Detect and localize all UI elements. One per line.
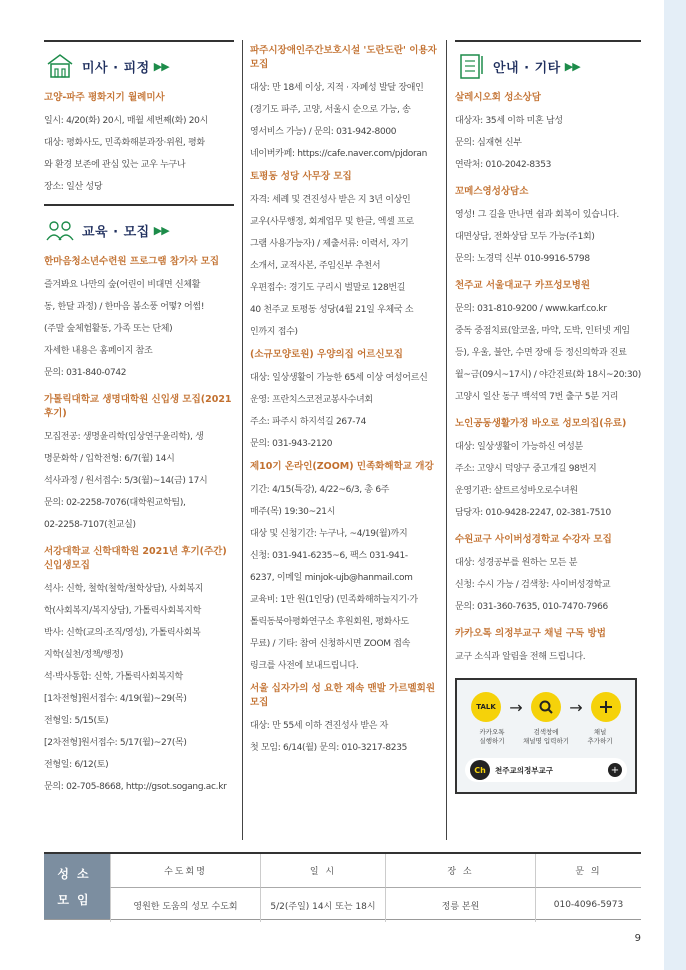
item-title: 수원교구 사이버성경학교 수강자 모집 xyxy=(455,534,612,545)
table-cell: 정릉 본원 xyxy=(385,888,535,922)
kakaotalk-icon: TALK xyxy=(471,692,501,722)
item-title: 서울 십자가의 성 요한 재속 맨발 가르멜회원 모집 xyxy=(250,683,436,708)
list-item xyxy=(44,393,234,536)
item-body: 일시: 4/20(화) 20시, 매월 세번째(화) 20시 대상: 평화사도, 민족화해분과장·위원, 평화 와 환경 보존에 관심 있는 교우 누구나 장소: 일산 성당 xyxy=(44,116,208,192)
channel-name: 천주교의정부교구 xyxy=(495,765,553,775)
table-cell: 010-4096-5973 xyxy=(535,888,641,922)
column-divider xyxy=(446,40,447,840)
list-item xyxy=(44,255,234,384)
item-body: 대상: 성경공부를 원하는 모든 분 신청: 수시 가능 / 검색창: 사이버성경학교 문의: 031-360-7635, 010-7470-7966 xyxy=(455,558,611,612)
list-item xyxy=(455,91,641,176)
list-item xyxy=(250,44,438,165)
list-item xyxy=(250,348,438,455)
section-title: 미사 · 피정 xyxy=(82,60,150,76)
column-header: 장 소 xyxy=(385,854,535,888)
column-right xyxy=(455,40,641,794)
page-number: 9 xyxy=(634,933,641,944)
arrow-right-icon: → xyxy=(509,697,523,717)
vocation-meeting-table xyxy=(44,852,641,920)
item-body: 석사: 신학, 철학(철학/철학상담), 사회복지 학(사회복지/복지상담), 가톨릭사회복지학 박사: 신학(교의·조직/영성), 가톨릭사회복 지학(실천/정책/행정) 석·박사통합: 신학, 가톨릭사회복지학 [1차전형]원서접수: 4/19(월)~29(목) 전형일: 5/15(토) [2차전형]원서접수: 5/17(월)~27(목) 전형일: 6/12(토) 문의: 02-705-8668, http://gsot.sogang.ac.kr xyxy=(44,584,227,792)
table-cell: 5/2(주일) 14시 또는 18시 xyxy=(260,888,385,922)
item-title: 살레시오회 성소상담 xyxy=(455,92,541,103)
list-item xyxy=(455,627,641,668)
item-body: 대상: 만 18세 이상, 지적 · 자폐성 발달 장애인 (경기도 파주, 고양, 서울시 순으로 가능, 송 영서비스 가능) / 문의: 031-942-8000 네이버카페: https://cafe.naver.com/pjdoran xyxy=(250,83,427,159)
channel-logo-icon: Ch xyxy=(470,760,490,780)
arrows-icon: ▶▶ xyxy=(564,59,580,73)
arrows-icon: ▶▶ xyxy=(153,59,169,73)
item-title: 천주교 서울대교구 카프성모병원 xyxy=(455,280,591,291)
item-body: 대상: 만 55세 이하 견진성사 받은 자 첫 모임: 6/14(월) 문의: 010-3217-8235 xyxy=(250,721,408,753)
section-header-mass xyxy=(44,40,234,82)
arrow-right-icon: → xyxy=(569,697,583,717)
list-item xyxy=(455,533,641,618)
column-header: 문 의 xyxy=(535,854,641,888)
church-icon xyxy=(44,52,76,80)
channel-bar[interactable] xyxy=(465,758,627,782)
add-channel-icon[interactable]: + xyxy=(608,763,622,777)
item-title: 가톨릭대학교 생명대학원 신입생 모집(2021 후기) xyxy=(44,394,232,419)
item-body: 기간: 4/15(특강), 4/22~6/3, 총 6주 매주(목) 19:30~21시 대상 및 신청기간: 누구나, ~4/19(월)까지 신청: 031-941-6235~6, 팩스 031-941- 6237, 이메일 minjok-ujb@hanmail.com 교육비: 1만 원(1인당) (민족화해하늘지기·가 톨릭동북아평화연구소 후원회원, 평화사도 무료) / 기타: 참여 신청하시면 ZOOM 접속 링크를 사전에 보내드립니다. xyxy=(250,485,418,671)
people-icon xyxy=(44,216,76,244)
item-body: 자격: 세례 및 견진성사 받은 지 3년 이상인 교우(사무행정, 회계업무 및 한글, 엑셀 프로 그램 사용가능자) / 제출서류: 이력서, 자기 소개서, 교적사본, 주임신부 추천서 우편접수: 경기도 구리시 벌말로 128번길 40 천주교 토평동 성당(4월 21일 우체국 소 인까지 접수) xyxy=(250,195,414,337)
list-item xyxy=(44,91,234,198)
side-strip xyxy=(664,0,686,970)
column-middle xyxy=(250,40,438,764)
search-icon xyxy=(531,692,561,722)
list-item xyxy=(455,185,641,270)
list-item xyxy=(250,170,438,343)
list-item xyxy=(455,279,641,408)
column-header: 수도회명 xyxy=(110,854,260,888)
kakao-step-labels xyxy=(465,728,627,746)
section-header-education xyxy=(44,204,234,246)
item-title: 한마음청소년수련원 프로그램 참가자 모집 xyxy=(44,256,220,267)
step-label: 채널 추가하기 xyxy=(587,728,613,745)
item-title: 카카오톡 의정부교구 채널 구독 방법 xyxy=(455,628,606,639)
step-label: 검색창에 채널명 입력하기 xyxy=(522,728,570,745)
item-title: 서강대학교 신학대학원 2021년 후기(주간) 신입생모집 xyxy=(44,546,227,571)
section-title: 교육 · 모집 xyxy=(82,224,150,240)
kakao-channel-box xyxy=(455,678,637,794)
table-label xyxy=(44,854,110,919)
arrows-icon: ▶▶ xyxy=(153,223,169,237)
label-line: 모임 xyxy=(57,892,97,907)
item-body: 대상: 일상생활이 가능하신 여성분 주소: 고양시 덕양구 중고개길 98번지 운영기관: 샬트르성바오로수녀원 담당자: 010-9428-2247, 02-381-7510 xyxy=(455,442,611,518)
list-item xyxy=(250,682,438,759)
section-header-info xyxy=(455,40,641,82)
item-body: 교구 소식과 알림을 전해 드립니다. xyxy=(455,652,586,662)
column-header: 일 시 xyxy=(260,854,385,888)
item-body: 즐겨봐요 나만의 숲(어린이 비대면 신체활 동, 한달 과정) / 한마음 봄소풍 어떻? 어썸! (주말 숲체험활동, 가족 또는 단체) 자세한 내용은 홈페이지 참조 문의: 031-840-0742 xyxy=(44,280,205,378)
list-item xyxy=(44,545,234,798)
list-item xyxy=(250,460,438,677)
notepad-icon xyxy=(455,52,487,80)
item-body: 대상: 일상생활이 가능한 65세 이상 여성어르신 운영: 프란치스코전교봉사수녀회 주소: 파주시 하지석길 267-74 문의: 031-943-2120 xyxy=(250,373,428,449)
table-cell: 영원한 도움의 성모 수도회 xyxy=(110,888,260,922)
plus-icon xyxy=(591,692,621,722)
item-title: 꼬메스영성상담소 xyxy=(455,186,529,197)
item-body: 대상자: 35세 이하 미혼 남성 문의: 심재현 신부 연락처: 010-2042-8353 xyxy=(455,116,563,170)
list-item xyxy=(455,417,641,524)
item-title: 고양-파주 평화지기 월례미사 xyxy=(44,92,165,103)
item-body: 문의: 031-810-9200 / www.karf.co.kr 중독 중점치료(알코올, 마약, 도박, 인터넷 게임 등), 우울, 불안, 수면 장애 등 정신의학과 진료 월~금(09시~17시) / 야간진료(화 18시~20:30) 고양시 일산 동구 백석역 7번 출구 5분 거리 xyxy=(455,304,641,402)
item-body: 영성! 그 길을 만나면 쉼과 회복이 있습니다. 대면상담, 전화상담 모두 가능(주1회) 문의: 노경덕 신부 010-9916-5798 xyxy=(455,210,619,264)
item-title: 파주시장애인주간보호시설 '도란도란' 이용자 모집 xyxy=(250,45,437,70)
item-body: 모집전공: 생명윤리학(임상연구윤리학), 생 명문화학 / 입학전형: 6/7(월) 14시 석사과정 / 원서접수: 5/3(월)~14(금) 17시 문의: 02-2258-7076(대학원교학팀), 02-2258-7107(친교실) xyxy=(44,432,208,530)
label-line: 성소 xyxy=(57,866,97,881)
item-title: 제10기 온라인(ZOOM) 민족화해학교 개강 xyxy=(250,461,434,472)
item-title: (소규모양로원) 우양의집 어르신모집 xyxy=(250,349,403,360)
item-title: 토평동 성당 사무장 모집 xyxy=(250,171,352,182)
table-grid xyxy=(110,854,641,919)
section-title: 안내 · 기타 xyxy=(493,60,561,76)
column-divider xyxy=(242,40,243,840)
kakao-steps xyxy=(465,692,627,722)
item-title: 노인공동생활가정 바오로 성모의집(유료) xyxy=(455,418,627,429)
column-left xyxy=(44,40,234,803)
step-label: 카카오톡 실행하기 xyxy=(479,728,505,745)
